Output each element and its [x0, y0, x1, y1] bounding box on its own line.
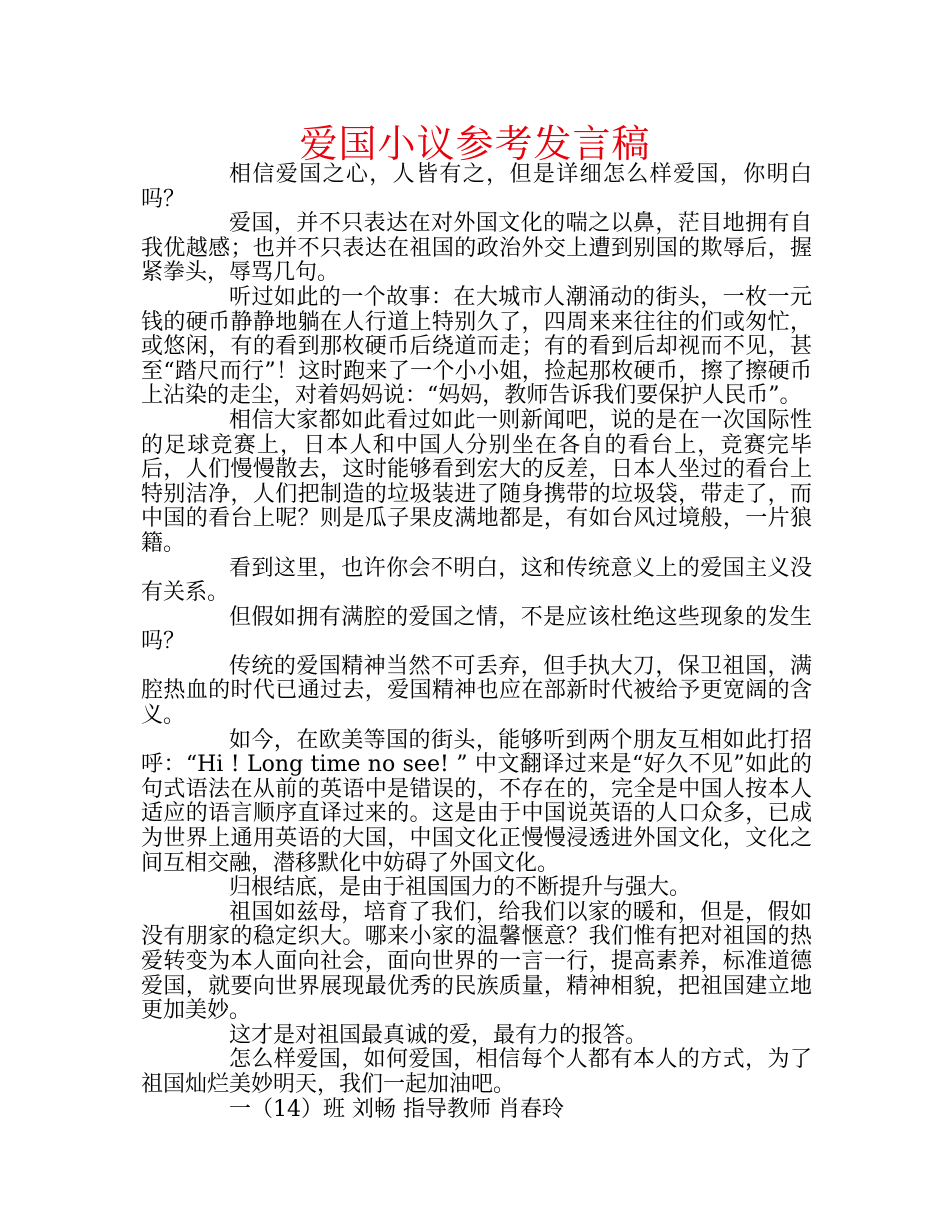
paragraph: 怎么样爱国，如何爱国，相信每个人都有本人的方式，为了祖国灿烂美妙明天，我们一起加油吧。 [141, 1047, 812, 1097]
paragraph: 但假如拥有满腔的爱国之情，不是应该杜绝这些现象的发生吗？ [141, 604, 812, 655]
paragraph: 如今，在欧美等国的街头，能够听到两个朋友互相如此打招呼：“Hi ! Long time no see! ” 中文翻译过来是“好久不见”如此的句式语法在从前的英语中是错误的，不存在的，完全是中国人按本人适应的语言顺序直译过来的。这是由于中国说英语的人口众多，已成为世界上通用英语的大国，中国文化正慢慢浸透进外国文化，文化之间互相交融，潜移默化中妨碍了外国文化。 [141, 727, 812, 876]
paragraph: 祖国如兹母，培育了我们，给我们以家的暖和，但是，假如没有朋家的稳定织大。哪来小家的温馨惬意？我们惟有把对祖国的热爱转变为本人面向社会，面向世界的一言一行，提高素养，标准道德爱国，就要向世界展现最优秀的民族质量，精神相貌，把祖国建立地更加美妙。 [141, 899, 812, 1024]
paragraph: 爱国，并不只表达在对外国文化的喘之以鼻，茫目地拥有自我优越感；也并不只表达在祖国的政治外交上遭到别国的欺辱后，握紧拳头，辱骂几句。 [141, 211, 812, 286]
document-body [141, 163, 812, 1122]
paragraph: 看到这里，也许你会不明白，这和传统意义上的爱国主义没有关系。 [141, 555, 812, 606]
paragraph: 归根结底，是由于祖国国力的不断提升与强大。 [229, 875, 692, 901]
paragraph: 这才是对祖国最真诚的爱，最有力的报答。 [229, 1022, 648, 1048]
paragraph: 相信爱国之心，人皆有之，但是详细怎么样爱国，你明白吗？ [141, 162, 812, 212]
paragraph: 听过如此的一个故事：在大城市人潮涌动的街头，一枚一元钱的硬币静静地躺在人行道上特别久了，四周来来往往的们或匆忙，或悠闲，有的看到那枚硬币后绕道而走；有的看到后却视而不见，甚至“踏尺而行”！这时跑来了一个小小姐，捡起那枚硬币，擦了擦硬币上沾染的走尘，对着妈妈说：“妈妈，教师告诉我们要保护人民币”。 [141, 284, 812, 409]
author-signature: 一（14）班 刘畅 指导教师 肖春玲 [229, 1096, 564, 1122]
paragraph: 相信大家都如此看过如此一则新闻吧，说的是在一次国际性的足球竞赛上，日本人和中国人分别坐在各自的看台上，竞赛完毕后，人们慢慢散去，这时能够看到宏大的反差，日本人坐过的看台上特别洁净，人们把制造的垃圾装进了随身携带的垃圾袋，带走了，而中国的看台上呢？则是瓜子果皮满地都是，有如台风过境般，一片狼籍。 [141, 407, 812, 556]
document-title: 爱国小议参考发言稿 [299, 122, 651, 166]
paragraph: 传统的爱国精神当然不可丢弃，但手执大刀，保卫祖国，满腔热血的时代已通过去，爱国精神也应在部新时代被给予更宽阔的含义。 [141, 653, 812, 729]
